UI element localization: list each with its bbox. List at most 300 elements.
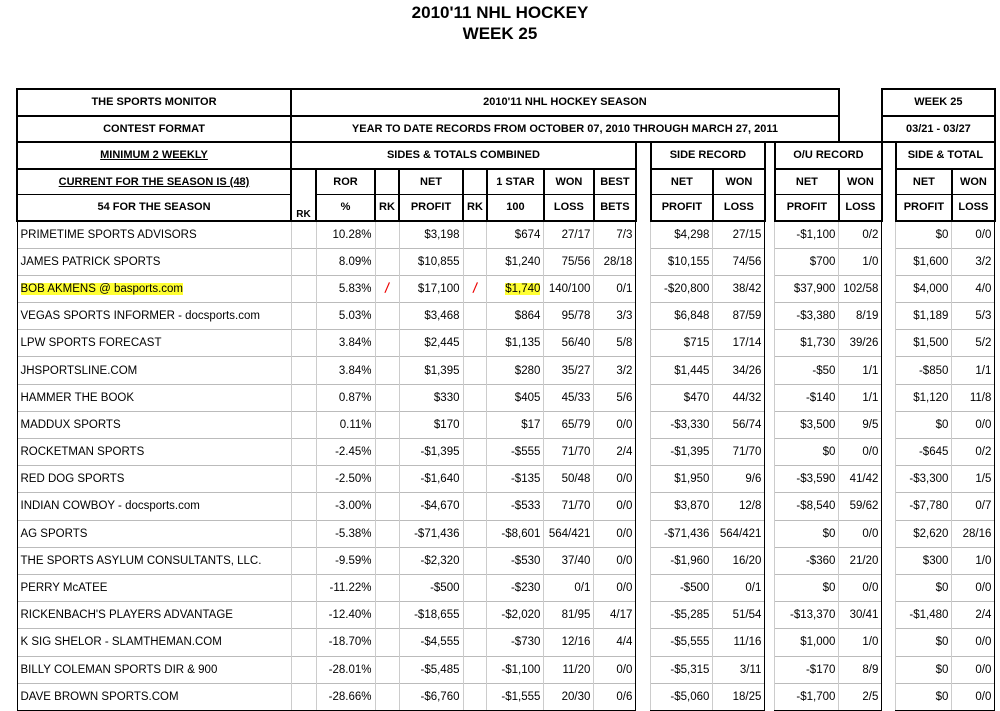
week-won-loss-cell: 1/0 <box>952 547 995 574</box>
header-row-1 <box>17 89 995 116</box>
gap <box>765 357 775 384</box>
handicapper-name: PERRY McATEE <box>17 574 291 601</box>
ou-won-loss-cell: 0/0 <box>839 439 882 466</box>
rk-cell <box>291 466 316 493</box>
ou-won-loss-cell: 0/2 <box>839 221 882 249</box>
gap <box>882 656 896 683</box>
rk-mark-cell <box>463 384 487 411</box>
ytd-label: YEAR TO DATE RECORDS FROM OCTOBER 07, 2010 THROUGH MARCH 27, 2011 <box>291 116 839 143</box>
table-row <box>17 466 995 493</box>
header-row-4 <box>17 169 995 195</box>
gap <box>636 574 651 601</box>
net-profit-cell: -$4,670 <box>399 493 463 520</box>
rk-cell <box>291 547 316 574</box>
gap <box>882 466 896 493</box>
side-loss-header: LOSS <box>713 195 765 221</box>
table-row <box>17 547 995 574</box>
ou-net-cell: $37,900 <box>775 275 839 302</box>
side-won-loss-cell: 56/74 <box>713 411 765 438</box>
side-net-cell: $6,848 <box>651 303 713 330</box>
contest-format-label: CONTEST FORMAT <box>17 116 291 143</box>
week-net-cell: $0 <box>896 411 952 438</box>
rk-mark-cell <box>375 439 399 466</box>
side-net-cell: -$3,330 <box>651 411 713 438</box>
week-net-cell: $2,620 <box>896 520 952 547</box>
handicapper-name: VEGAS SPORTS INFORMER - docsports.com <box>17 303 291 330</box>
ror-cell: 5.03% <box>316 303 375 330</box>
side-net-cell: $1,950 <box>651 466 713 493</box>
won-loss-cell: 564/421 <box>544 520 594 547</box>
week-won-loss-cell: 28/16 <box>952 520 995 547</box>
red-annotation-mark: / <box>383 280 391 298</box>
handicapper-name: DAVE BROWN SPORTS.COM <box>17 683 291 710</box>
ou-net-cell: $0 <box>775 520 839 547</box>
season-label: 2010'11 NHL HOCKEY SEASON <box>291 89 839 116</box>
rk-mark-cell <box>463 574 487 601</box>
rk-mark-cell <box>375 520 399 547</box>
gap <box>765 303 775 330</box>
table-row <box>17 330 995 357</box>
one-star-cell: -$1,100 <box>487 656 544 683</box>
one-star-cell: $17 <box>487 411 544 438</box>
gap <box>636 602 651 629</box>
rk-cell <box>291 493 316 520</box>
won-loss-cell: 27/17 <box>544 221 594 249</box>
table-row <box>17 520 995 547</box>
net-profit-cell: $10,855 <box>399 248 463 275</box>
best-bets-cell: 0/0 <box>594 547 636 574</box>
side-won-loss-cell: 3/11 <box>713 656 765 683</box>
handicapper-name: PRIMETIME SPORTS ADVISORS <box>17 221 291 249</box>
gap <box>636 275 651 302</box>
table-row <box>17 683 995 710</box>
best-bets-cell: 0/0 <box>594 520 636 547</box>
week-won-loss-cell: 4/0 <box>952 275 995 302</box>
rk-mark-cell <box>463 303 487 330</box>
rk-mark-cell <box>375 656 399 683</box>
minimum-label: MINIMUM 2 WEEKLY <box>17 142 291 169</box>
net-profit-cell: -$5,485 <box>399 656 463 683</box>
gap <box>765 411 775 438</box>
rk-mark-cell <box>375 574 399 601</box>
side-net-header: NET <box>651 169 713 195</box>
rk-mark-cell <box>463 547 487 574</box>
side-won-loss-cell: 11/16 <box>713 629 765 656</box>
side-won-loss-cell: 27/15 <box>713 221 765 249</box>
rk-mark-cell <box>375 248 399 275</box>
week-net-cell: $300 <box>896 547 952 574</box>
gap <box>882 275 896 302</box>
ou-won-loss-cell: 59/62 <box>839 493 882 520</box>
rk-mark-cell <box>463 683 487 710</box>
wk-won-header: WON <box>952 169 995 195</box>
net-profit-cell: -$1,395 <box>399 439 463 466</box>
gap <box>636 248 651 275</box>
gap <box>636 303 651 330</box>
ror-cell: 10.28% <box>316 221 375 249</box>
side-won-loss-cell: 9/6 <box>713 466 765 493</box>
handicapper-name: RICKENBACH'S PLAYERS ADVANTAGE <box>17 602 291 629</box>
one-star-cell: $1,240 <box>487 248 544 275</box>
gap <box>882 574 896 601</box>
rk-cell <box>291 574 316 601</box>
week-net-cell: $1,189 <box>896 303 952 330</box>
handicapper-name: THE SPORTS ASYLUM CONSULTANTS, LLC. <box>17 547 291 574</box>
rk-mark-cell <box>463 493 487 520</box>
side-record-label: SIDE RECORD <box>651 142 765 169</box>
handicapper-name: HAMMER THE BOOK <box>17 384 291 411</box>
gap <box>882 547 896 574</box>
rk-mark-cell <box>375 547 399 574</box>
net-profit-cell: $17,100 <box>399 275 463 302</box>
gap <box>765 275 775 302</box>
gap <box>882 602 896 629</box>
one-star-cell: -$555 <box>487 439 544 466</box>
side-net-cell: $4,298 <box>651 221 713 249</box>
week-net-cell: $1,500 <box>896 330 952 357</box>
ror-cell: -3.00% <box>316 493 375 520</box>
best-bets-cell: 5/6 <box>594 384 636 411</box>
ou-net-cell: -$8,540 <box>775 493 839 520</box>
rk-cell <box>291 357 316 384</box>
gap <box>882 411 896 438</box>
gap <box>882 439 896 466</box>
rk-mark-cell <box>375 303 399 330</box>
week-net-cell: -$1,480 <box>896 602 952 629</box>
side-won-loss-cell: 16/20 <box>713 547 765 574</box>
best-bets-cell: 28/18 <box>594 248 636 275</box>
gap <box>765 602 775 629</box>
side-won-loss-cell: 12/8 <box>713 493 765 520</box>
one-star-cell: -$530 <box>487 547 544 574</box>
side-won-loss-cell: 34/26 <box>713 357 765 384</box>
one-star-cell: -$8,601 <box>487 520 544 547</box>
won-loss-cell: 65/79 <box>544 411 594 438</box>
ou-won-loss-cell: 39/26 <box>839 330 882 357</box>
hundred-header: 100 <box>487 195 544 221</box>
ou-net-cell: -$140 <box>775 384 839 411</box>
table-row <box>17 602 995 629</box>
highlighted-value: $1,740 <box>505 282 541 295</box>
rk-mark-cell <box>463 656 487 683</box>
handicapper-name: LPW SPORTS FORECAST <box>17 330 291 357</box>
table-row <box>17 303 995 330</box>
wk-loss-header: LOSS <box>952 195 995 221</box>
ou-net-cell: -$13,370 <box>775 602 839 629</box>
rk-cell <box>291 411 316 438</box>
gap <box>882 330 896 357</box>
gap <box>765 221 775 249</box>
side-total-label: SIDE & TOTAL <box>896 142 995 169</box>
wk-net-header: NET <box>896 169 952 195</box>
week-net-cell: $1,120 <box>896 384 952 411</box>
gap <box>882 303 896 330</box>
week-won-loss-cell: 0/0 <box>952 683 995 710</box>
week-dates-label: 03/21 - 03/27 <box>882 116 995 143</box>
ror-cell: -2.50% <box>316 466 375 493</box>
rk-mark-cell <box>463 439 487 466</box>
ror-cell: -12.40% <box>316 602 375 629</box>
one-star-cell: -$135 <box>487 466 544 493</box>
handicapper-name: MADDUX SPORTS <box>17 411 291 438</box>
net-profit-cell: $1,395 <box>399 357 463 384</box>
week-won-loss-cell: 0/0 <box>952 574 995 601</box>
best-header: BEST <box>594 169 636 195</box>
side-won-loss-cell: 74/56 <box>713 248 765 275</box>
gap <box>765 466 775 493</box>
week-won-loss-cell: 5/2 <box>952 330 995 357</box>
side-net-cell: $1,445 <box>651 357 713 384</box>
gap <box>765 493 775 520</box>
week-net-cell: -$850 <box>896 357 952 384</box>
gap <box>636 411 651 438</box>
side-net-cell: $3,870 <box>651 493 713 520</box>
table-row <box>17 384 995 411</box>
rk-mark-cell <box>375 493 399 520</box>
rk-mark-cell <box>463 629 487 656</box>
gap <box>765 439 775 466</box>
week-label: WEEK 25 <box>882 89 995 116</box>
rk-cell <box>291 520 316 547</box>
best-bets-cell: 0/1 <box>594 275 636 302</box>
rk-mark-cell <box>463 248 487 275</box>
ror-cell: 0.11% <box>316 411 375 438</box>
net-profit-cell: $170 <box>399 411 463 438</box>
won-loss-cell: 45/33 <box>544 384 594 411</box>
gap <box>882 384 896 411</box>
side-net-cell: -$1,395 <box>651 439 713 466</box>
won-loss-cell: 71/70 <box>544 439 594 466</box>
ror-header: ROR <box>316 169 375 195</box>
header-row-5 <box>17 195 995 221</box>
won-loss-cell: 95/78 <box>544 303 594 330</box>
ou-net-cell: $700 <box>775 248 839 275</box>
ou-won-loss-cell: 0/0 <box>839 574 882 601</box>
one-star-cell: -$730 <box>487 629 544 656</box>
ror-cell: -9.59% <box>316 547 375 574</box>
best-bets-cell: 3/3 <box>594 303 636 330</box>
gap <box>882 357 896 384</box>
wk-profit-header: PROFIT <box>896 195 952 221</box>
rk-cell <box>291 221 316 249</box>
one-star-cell <box>487 275 544 302</box>
week-net-cell: -$645 <box>896 439 952 466</box>
side-net-cell: -$20,800 <box>651 275 713 302</box>
table-row <box>17 439 995 466</box>
profit-header: PROFIT <box>399 195 463 221</box>
rk-cell <box>291 275 316 302</box>
gap <box>882 248 896 275</box>
won-loss-cell: 37/40 <box>544 547 594 574</box>
side-won-loss-cell: 38/42 <box>713 275 765 302</box>
gap <box>882 221 896 249</box>
one-star-cell: $405 <box>487 384 544 411</box>
net-profit-cell: -$2,320 <box>399 547 463 574</box>
week-net-cell: $0 <box>896 656 952 683</box>
gap <box>636 384 651 411</box>
ou-won-header: WON <box>839 169 882 195</box>
gap <box>765 656 775 683</box>
handicapper-name <box>17 275 291 302</box>
ou-won-loss-cell: 1/0 <box>839 248 882 275</box>
rk-mark-cell <box>375 357 399 384</box>
week-won-loss-cell: 5/3 <box>952 303 995 330</box>
ou-net-cell: -$170 <box>775 656 839 683</box>
red-annotation-mark: / <box>471 280 479 298</box>
ou-loss-header: LOSS <box>839 195 882 221</box>
rk-mark-cell <box>375 221 399 249</box>
gap <box>765 520 775 547</box>
gap <box>636 493 651 520</box>
gap <box>882 683 896 710</box>
rk-mark-cell <box>463 357 487 384</box>
ou-record-label: O/U RECORD <box>775 142 882 169</box>
standings-table <box>16 88 996 711</box>
gap <box>636 330 651 357</box>
gap <box>636 547 651 574</box>
gap <box>765 547 775 574</box>
ror-cell: -28.01% <box>316 656 375 683</box>
ou-net-cell: $1,000 <box>775 629 839 656</box>
table-row <box>17 357 995 384</box>
week-won-loss-cell: 0/0 <box>952 221 995 249</box>
highlighted-name: BOB AKMENS @ basports.com <box>20 282 184 295</box>
rk-mark-cell <box>375 384 399 411</box>
ror-cell: -18.70% <box>316 629 375 656</box>
header-row-2 <box>17 116 995 143</box>
header-row-3 <box>17 142 995 169</box>
ou-net-cell: -$1,700 <box>775 683 839 710</box>
rk-mark-cell <box>375 466 399 493</box>
best-bets-cell: 0/0 <box>594 411 636 438</box>
gap <box>765 574 775 601</box>
rk-mark-cell <box>463 411 487 438</box>
rk-cell <box>291 656 316 683</box>
net-profit-cell: $2,445 <box>399 330 463 357</box>
pct-header: % <box>316 195 375 221</box>
net-profit-cell: $3,198 <box>399 221 463 249</box>
rk-mark-cell <box>375 275 399 302</box>
net-profit-cell: -$6,760 <box>399 683 463 710</box>
page-title: 2010'11 NHL HOCKEY <box>411 3 589 22</box>
side-net-cell: -$5,285 <box>651 602 713 629</box>
best-bets-cell: 7/3 <box>594 221 636 249</box>
side-won-header: WON <box>713 169 765 195</box>
won-loss-cell: 71/70 <box>544 493 594 520</box>
gap <box>636 439 651 466</box>
rk-mark-cell <box>463 602 487 629</box>
ror-cell: 3.84% <box>316 357 375 384</box>
rk-mark-cell <box>375 330 399 357</box>
sports-monitor-label: THE SPORTS MONITOR <box>17 89 291 116</box>
best-bets-cell: 5/8 <box>594 330 636 357</box>
gap <box>636 629 651 656</box>
table-row <box>17 248 995 275</box>
side-net-cell: -$5,060 <box>651 683 713 710</box>
week-net-cell: $4,000 <box>896 275 952 302</box>
side-net-cell: -$5,315 <box>651 656 713 683</box>
handicapper-name: JHSPORTSLINE.COM <box>17 357 291 384</box>
won-loss-cell: 0/1 <box>544 574 594 601</box>
ou-net-cell: -$50 <box>775 357 839 384</box>
net-profit-cell: -$71,436 <box>399 520 463 547</box>
one-star-cell: -$2,020 <box>487 602 544 629</box>
won-loss-cell: 75/56 <box>544 248 594 275</box>
side-net-cell: $470 <box>651 384 713 411</box>
week-won-loss-cell: 0/0 <box>952 656 995 683</box>
handicapper-name: K SIG SHELOR - SLAMTHEMAN.COM <box>17 629 291 656</box>
ou-won-loss-cell: 1/1 <box>839 384 882 411</box>
ou-won-loss-cell: 0/0 <box>839 520 882 547</box>
week-net-cell: $0 <box>896 574 952 601</box>
sides-totals-label: SIDES & TOTALS COMBINED <box>291 142 636 169</box>
one-star-header: 1 STAR <box>487 169 544 195</box>
ou-won-loss-cell: 1/1 <box>839 357 882 384</box>
rk-cell <box>291 602 316 629</box>
gap <box>636 221 651 249</box>
net-profit-cell: -$4,555 <box>399 629 463 656</box>
net-profit-cell: $3,468 <box>399 303 463 330</box>
rk-mark-cell <box>375 683 399 710</box>
net-profit-cell: -$18,655 <box>399 602 463 629</box>
best-bets-cell: 0/0 <box>594 493 636 520</box>
rk-cell <box>291 384 316 411</box>
week-net-cell: -$7,780 <box>896 493 952 520</box>
best-bets-cell: 0/0 <box>594 466 636 493</box>
rk-header-1: RK <box>291 169 316 221</box>
best-bets-cell: 0/6 <box>594 683 636 710</box>
net-profit-cell: $330 <box>399 384 463 411</box>
ror-cell: -11.22% <box>316 574 375 601</box>
ou-net-cell: -$1,100 <box>775 221 839 249</box>
week-won-loss-cell: 1/5 <box>952 466 995 493</box>
week-won-loss-cell: 0/0 <box>952 629 995 656</box>
rk-mark-cell <box>463 221 487 249</box>
gap <box>882 520 896 547</box>
ou-won-loss-cell: 9/5 <box>839 411 882 438</box>
ror-cell: 8.09% <box>316 248 375 275</box>
rk-cell <box>291 683 316 710</box>
gap <box>636 520 651 547</box>
won-loss-cell: 11/20 <box>544 656 594 683</box>
ou-net-cell: $3,500 <box>775 411 839 438</box>
net-profit-cell: -$1,640 <box>399 466 463 493</box>
rk-mark-cell <box>375 411 399 438</box>
ror-cell: 5.83% <box>316 275 375 302</box>
rk-header-3: RK <box>463 195 487 221</box>
rk-mark-cell <box>463 275 487 302</box>
best-bets-cell: 2/4 <box>594 439 636 466</box>
table-row <box>17 656 995 683</box>
rk-mark-cell <box>375 602 399 629</box>
won-loss-cell: 20/30 <box>544 683 594 710</box>
ou-won-loss-cell: 1/0 <box>839 629 882 656</box>
side-net-cell: $10,155 <box>651 248 713 275</box>
gap <box>636 656 651 683</box>
ou-won-loss-cell: 8/19 <box>839 303 882 330</box>
table-row <box>17 574 995 601</box>
gap <box>765 384 775 411</box>
gap <box>765 683 775 710</box>
side-won-loss-cell: 44/32 <box>713 384 765 411</box>
rk-header-2: RK <box>375 195 399 221</box>
one-star-cell: $1,135 <box>487 330 544 357</box>
ou-net-cell: -$3,590 <box>775 466 839 493</box>
rk-cell <box>291 439 316 466</box>
ror-cell: -2.45% <box>316 439 375 466</box>
side-won-loss-cell: 18/25 <box>713 683 765 710</box>
ou-won-loss-cell: 8/9 <box>839 656 882 683</box>
